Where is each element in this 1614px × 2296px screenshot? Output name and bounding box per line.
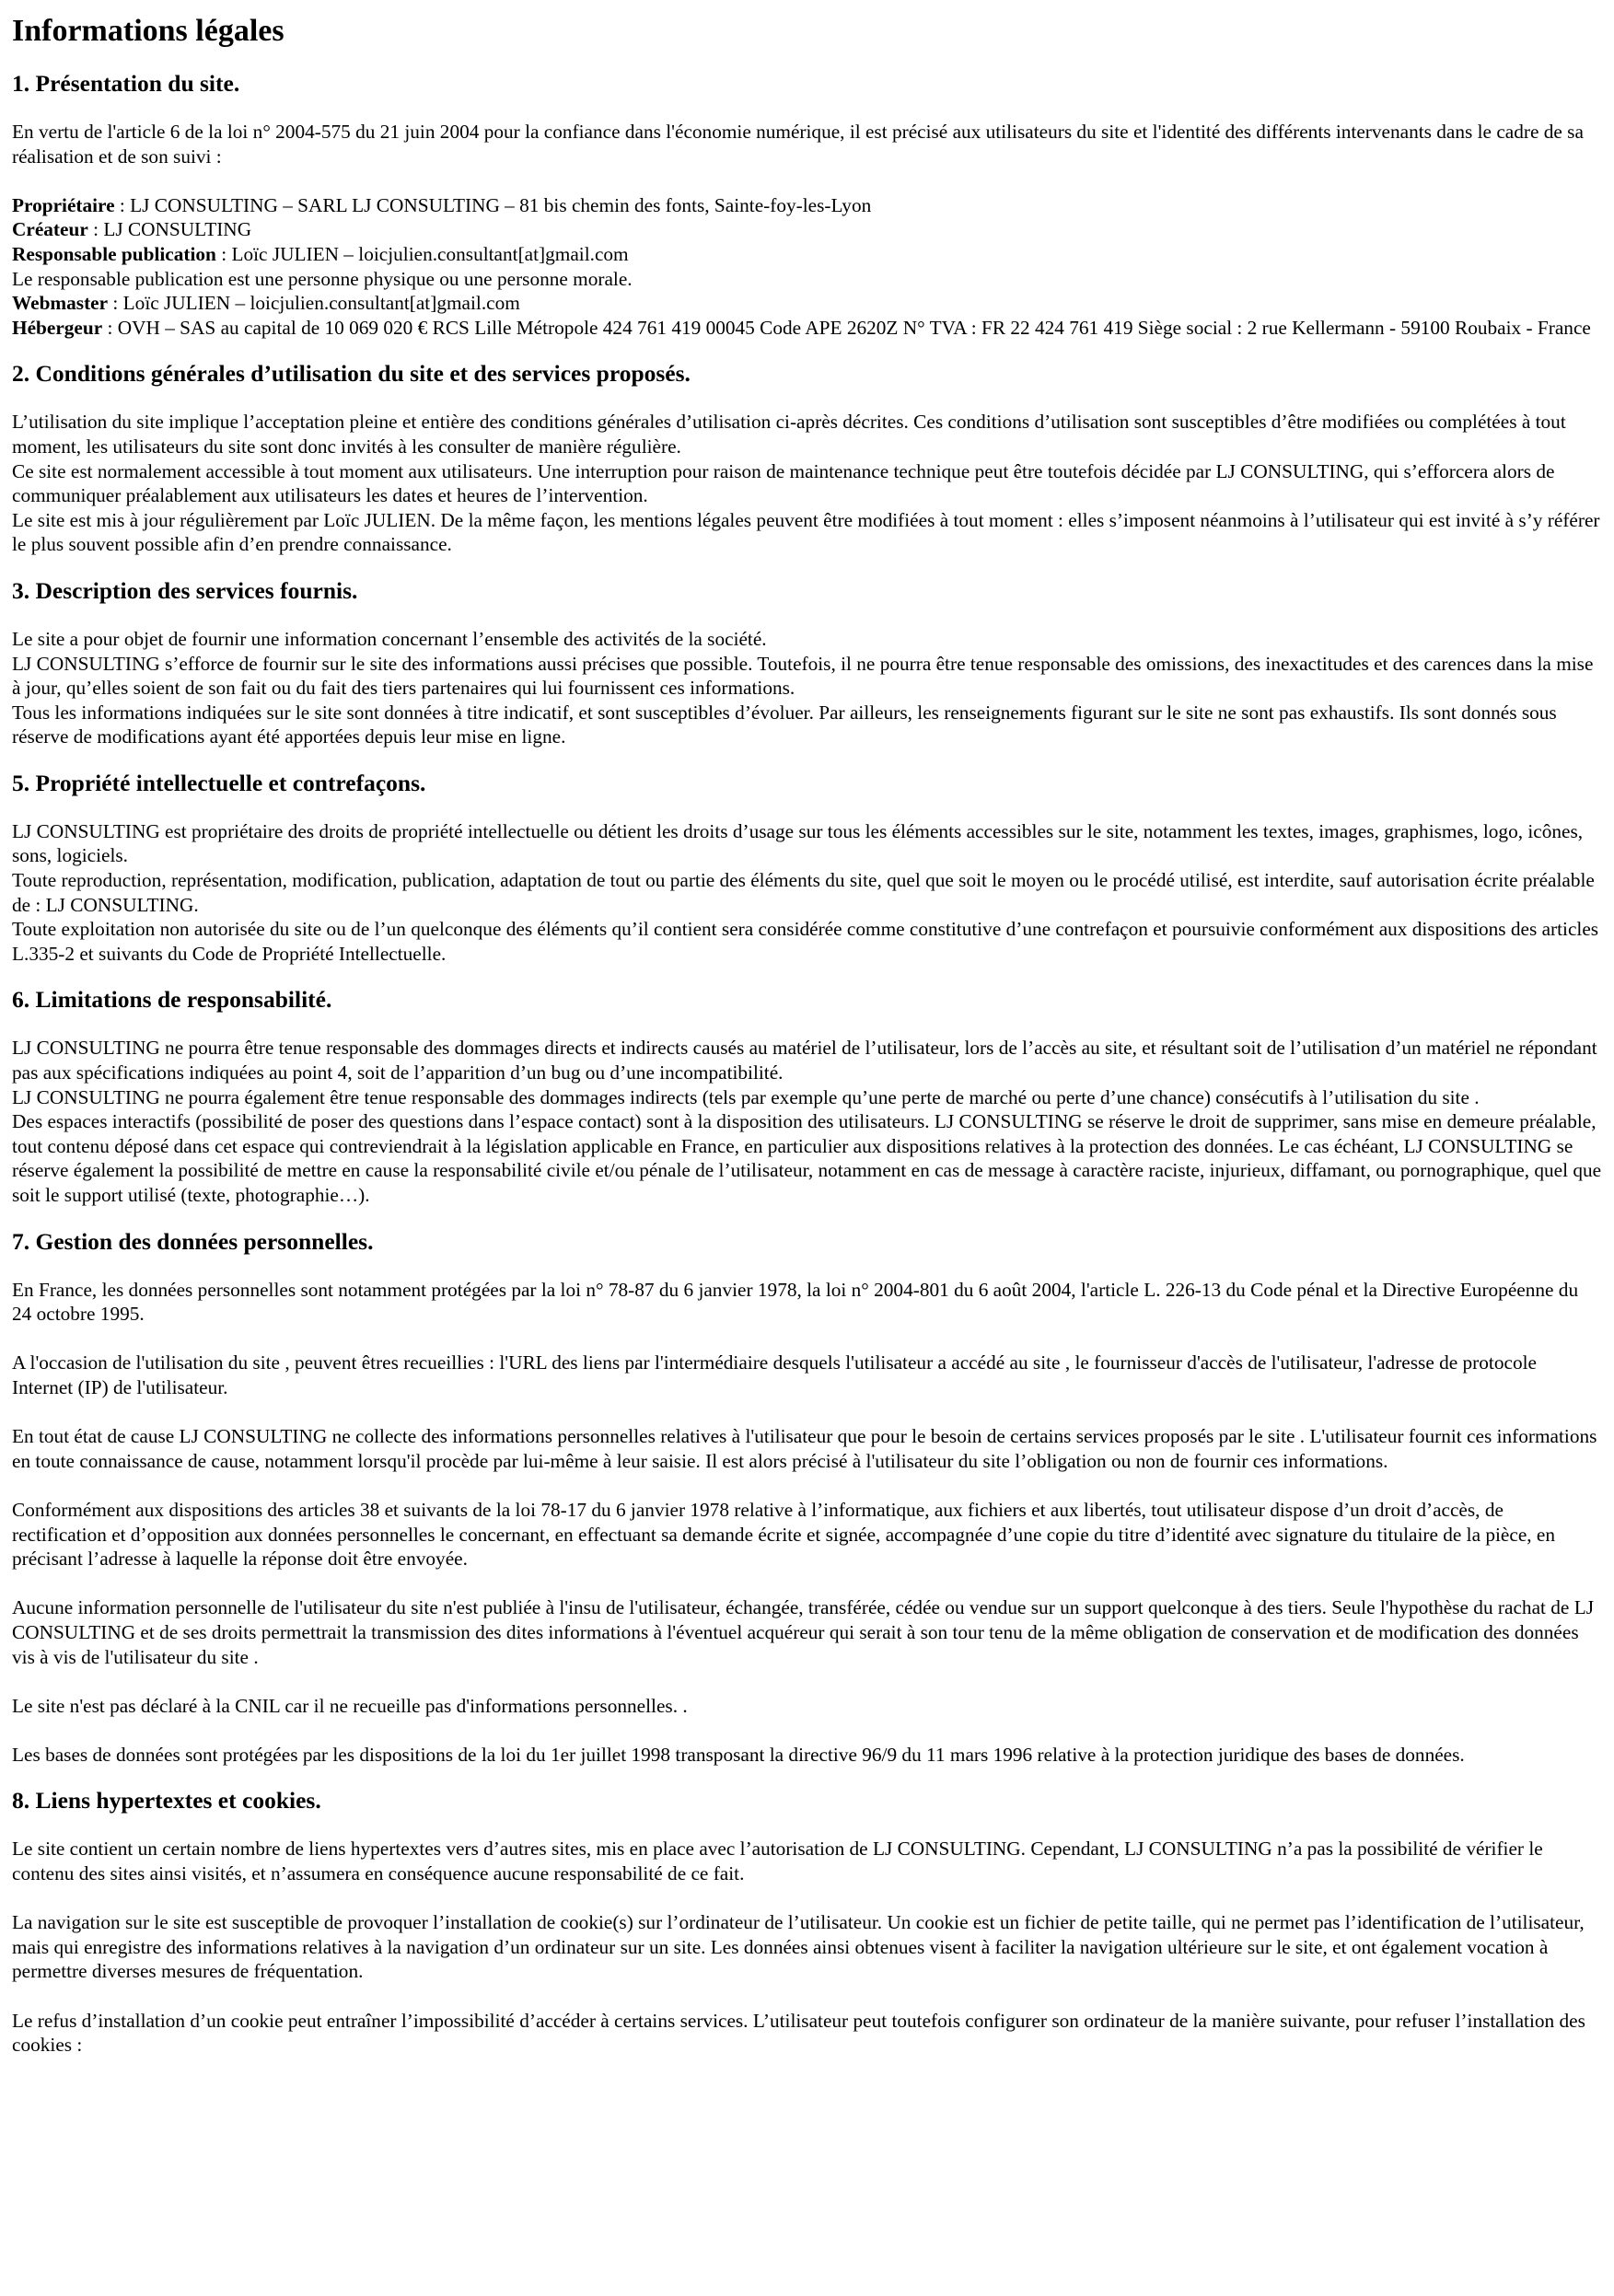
section-paragraph: Le site a pour objet de fournir une information concernant l’ensemble des activités de la société. [12, 627, 767, 650]
section-paragraph: Tous les informations indiquées sur le site sont données à titre indicatif, et sont susceptibles d’évoluer. Par ailleurs, les renseignements figurant sur le site ne sont pas exhaustifs. Ils sont donnés sous réserve de modifications ayant été apportées depuis leur mise en ligne. [12, 701, 1557, 748]
section-paragraph: Toute exploitation non autorisée du site ou de l’un quelconque des éléments qu’il contient sera considérée comme constitutive d’une contrefaçon et poursuivie conformément aux dispositions des articles L.335-2 et suivants du Code de Propriété Intellectuelle. [12, 918, 1599, 965]
section-paragraph: LJ CONSULTING s’efforce de fournir sur le site des informations aussi précises que possible. Toutefois, il ne pourra être tenue responsable des omissions, des inexactitudes et des carences dans la mise à jour, qu’elles soient de son fait ou du fait des tiers partenaires qui lui fournissent ces informations. [12, 652, 1594, 700]
section-paragraph: En vertu de l'article 6 de la loi n° 2004-575 du 21 juin 2004 pour la confiance dans l'économie numérique, il est précisé aux utilisateurs du site et l'identité des différents intervenants dans le cadre de sa réalisation et de son suivi : [12, 121, 1584, 168]
value-hebergeur: : OVH – SAS au capital de 10 069 020 € RCS Lille Métropole 424 761 419 00045 Code APE 2620Z N° TVA : FR 22 424 761 419 Siège social : 2 rue Kellermann - 59100 Roubaix - France [102, 316, 1591, 339]
label-hebergeur: Hébergeur [12, 316, 103, 339]
section-heading: 8. Liens hypertextes et cookies. [12, 1787, 321, 1815]
label-responsable: Responsable publication [12, 242, 216, 265]
section-liens [12, 1787, 1602, 2057]
legal-page [0, 13, 1614, 2058]
section-paragraph: Le site est mis à jour régulièrement par Loïc JULIEN. De la même façon, les mentions légales peuvent être modifiées à tout moment : elles s’imposent néanmoins à l’utilisateur qui est invité à s’y référer le plus souvent possible afin d’en prendre connaissance. [12, 508, 1600, 556]
section-paragraph: Des espaces interactifs (possibilité de poser des questions dans l’espace contact) sont à la disposition des utilisateurs. LJ CONSULTING se réserve le droit de supprimer, sans mise en demeure préalable, tout contenu déposé dans cet espace qui contreviendrait à la législation applicable en France, en particulier aux dispositions relatives à la protection des données. Le cas échéant, LJ CONSULTING se réserve également la possibilité de mettre en cause la responsabilité civile et/ou pénale de l’utilisateur, notamment en cas de message à caractère raciste, injurieux, diffamant, ou pornographique, quel que soit le support utilisé (texte, photographie…). [12, 1110, 1602, 1206]
section-paragraph: Aucune information personnelle de l'utilisateur du site n'est publiée à l'insu de l'utilisateur, échangée, transférée, cédée ou vendue sur un support quelconque à des tiers. Seule l'hypothèse du rachat de LJ CONSULTING et de ses droits permettrait la transmission des dites informations à l'éventuel acquéreur qui serait à son tour tenu de la même obligation de conservation et de modification des données vis à vis de l'utilisateur du site . [12, 1596, 1594, 1668]
section-paragraph: Toute reproduction, représentation, modification, publication, adaptation de tout ou partie des éléments du site, quel que soit le moyen ou le procédé utilisé, est interdite, sauf autorisation écrite préalable de : LJ CONSULTING. [12, 869, 1595, 916]
section-paragraph: Le refus d’installation d’un cookie peut entraîner l’impossibilité d’accéder à certains services. L’utilisateur peut toutefois configurer son ordinateur de la manière suivante, pour refuser l’installation des cookies : [12, 2009, 1585, 2057]
info-line-proprietaire [12, 193, 1602, 218]
section-heading: 7. Gestion des données personnelles. [12, 1227, 374, 1255]
section-presentation [12, 70, 1602, 340]
section-paragraph: LJ CONSULTING est propriétaire des droits de propriété intellectuelle ou détient les droits d’usage sur tous les éléments accessibles sur le site, notamment les textes, images, graphismes, logo, icônes, sons, logiciels. [12, 819, 1584, 867]
value-responsable: : Loïc JULIEN – loicjulien.consultant[at]gmail.com [215, 242, 629, 265]
section-heading: 5. Propriété intellectuelle et contrefaçons. [12, 769, 426, 796]
section-heading: 1. Présentation du site. [12, 70, 240, 97]
section-heading: 6. Limitations de responsabilité. [12, 986, 332, 1014]
section-paragraph: Les bases de données sont protégées par les dispositions de la loi du 1er juillet 1998 transposant la directive 96/9 du 11 mars 1996 relative à la protection juridique des bases de données. [12, 1743, 1465, 1766]
section-paragraph: En tout état de cause LJ CONSULTING ne collecte des informations personnelles relatives à l'utilisateur que pour le besoin de certains services proposés par le site . L'utilisateur fournit ces informations en toute connaissance de cause, notamment lorsqu'il procède par lui-même à leur saisie. Il est alors précisé à l'utilisateur du site l’obligation ou non de fournir ces informations. [12, 1425, 1597, 1472]
label-createur: Créateur [12, 218, 88, 241]
section-paragraph: A l'occasion de l'utilisation du site , peuvent êtres recueillies : l'URL des liens par l'intermédiaire desquels l'utilisateur a accédé au site , le fournisseur d'accès de l'utilisateur, l'adresse de protocole Internet (IP) de l'utilisateur. [12, 1351, 1537, 1398]
section-paragraph: L’utilisation du site implique l’acceptation pleine et entière des conditions générales d’utilisation ci-après décrites. Ces conditions d’utilisation sont susceptibles d’être modifiées ou complétées à tout moment, les utilisateurs du site sont donc invités à les consulter de manière régulière. [12, 411, 1566, 458]
section-propriete [12, 770, 1602, 967]
section-donnees [12, 1228, 1602, 1768]
section-paragraph: Conformément aux dispositions des articles 38 et suivants de la loi 78-17 du 6 janvier 1978 relative à l’informatique, aux fichiers et aux libertés, tout utilisateur dispose d’un droit d’accès, de rectification et d’opposition aux données personnelles le concernant, en effectuant sa demande écrite et signée, accompagnée d’une copie du titre d’identité avec signature du titulaire de la pièce, en précisant l’adresse à laquelle la réponse doit être envoyée. [12, 1498, 1556, 1571]
info-line-webmaster [12, 291, 1602, 316]
section-paragraph: LJ CONSULTING ne pourra être tenue responsable des dommages directs et indirects causés au matériel de l’utilisateur, lors de l’accès au site, et résultant soit de l’utilisation d’un matériel ne répondant pas aux spécifications indiquées au point 4, soit de l’apparition d’un bug ou d’une incompatibilité. [12, 1037, 1597, 1084]
section-services [12, 577, 1602, 749]
page-title: Informations légales [12, 14, 284, 48]
section-heading: 3. Description des services fournis. [12, 576, 358, 604]
section-paragraph: Le site n'est pas déclaré à la CNIL car il ne recueille pas d'informations personnelles. . [12, 1694, 688, 1717]
info-line-responsable [12, 242, 1602, 267]
label-proprietaire: Propriétaire [12, 193, 115, 216]
value-webmaster: : Loïc JULIEN – loicjulien.consultant[at]gmail.com [108, 292, 520, 315]
section-paragraph: LJ CONSULTING ne pourra également être tenue responsable des dommages indirects (tels par exemple qu’une perte de marché ou perte d’une chance) consécutifs à l’utilisation du site . [12, 1085, 1480, 1108]
section-paragraph: En France, les données personnelles sont notamment protégées par la loi n° 78-87 du 6 janvier 1978, la loi n° 2004-801 du 6 août 2004, l'article L. 226-13 du Code pénal et la Directive Européenne du 24 octobre 1995. [12, 1278, 1579, 1326]
section-paragraph: La navigation sur le site est susceptible de provoquer l’installation de cookie(s) sur l’ordinateur de l’utilisateur. Un cookie est un fichier de petite taille, qui ne permet pas l’identification de l’utilisateur, mais qui enregistre des informations relatives à la navigation d’un ordinateur sur un site. Les données ainsi obtenues visent à faciliter la navigation ultérieure sur le site, et ont également vocation à permettre diverses mesures de fréquentation. [12, 1911, 1585, 1983]
section-paragraph: Le site contient un certain nombre de liens hypertextes vers d’autres sites, mis en place avec l’autorisation de LJ CONSULTING. Cependant, LJ CONSULTING n’a pas la possibilité de vérifier le contenu des sites ainsi visités, et n’assumera en conséquence aucune responsabilité de ce fait. [12, 1838, 1543, 1885]
section-paragraph: Ce site est normalement accessible à tout moment aux utilisateurs. Une interruption pour raison de maintenance technique peut être toutefois décidée par LJ CONSULTING, qui s’efforcera alors de communiquer préalablement aux utilisateurs les dates et heures de l’intervention. [12, 459, 1555, 507]
section-heading: 2. Conditions générales d’utilisation du site et des services proposés. [12, 360, 691, 388]
section-conditions [12, 360, 1602, 557]
info-line-createur [12, 217, 1602, 242]
value-proprietaire: : LJ CONSULTING – SARL LJ CONSULTING – 81 bis chemin des fonts, Sainte-foy-les-Lyon [114, 193, 872, 216]
value-createur: : LJ CONSULTING [87, 218, 252, 241]
section-limitations [12, 986, 1602, 1207]
info-line-hebergeur [12, 316, 1602, 341]
info-line-responsable-note: Le responsable publication est une personne physique ou une personne morale. [12, 267, 633, 290]
label-webmaster: Webmaster [12, 292, 109, 315]
